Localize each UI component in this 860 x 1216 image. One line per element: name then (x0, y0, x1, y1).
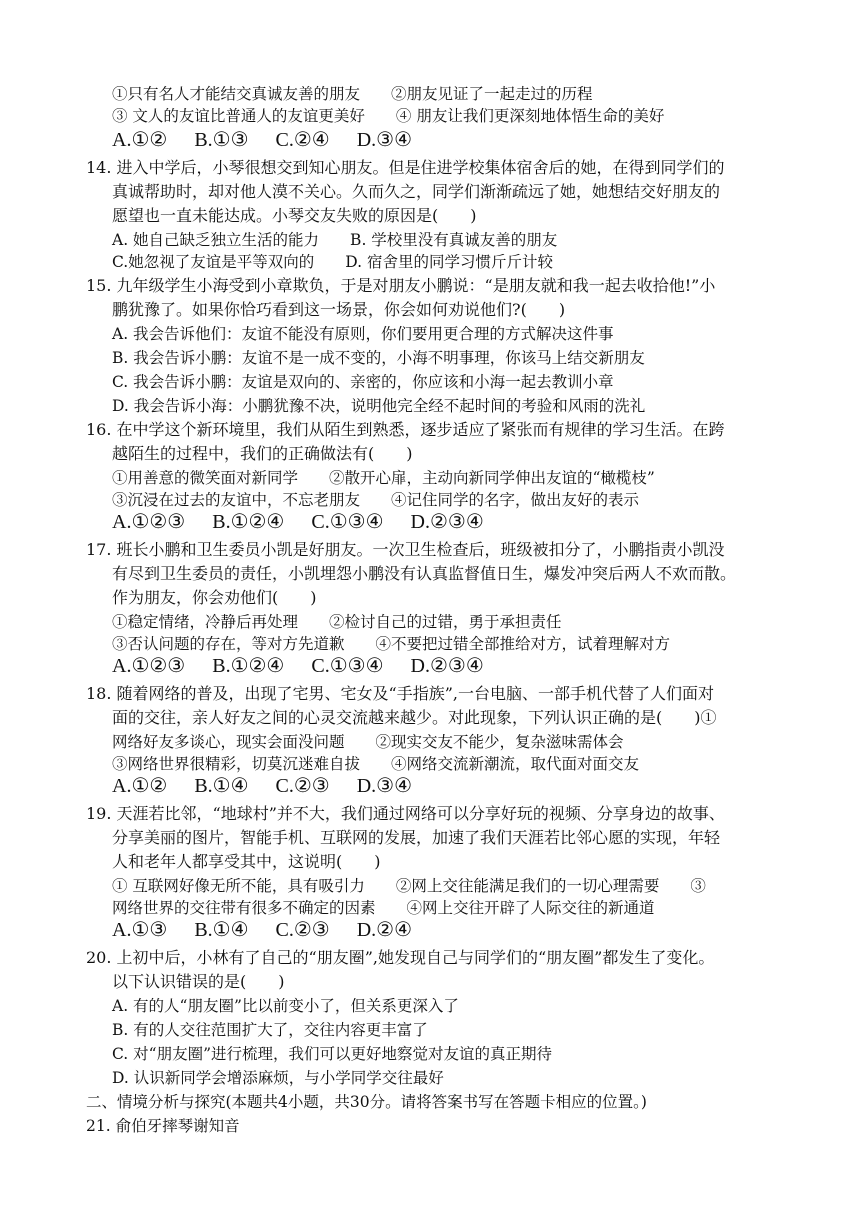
q16-statement-2: ③沉浸在过去的友谊中，不忘老朋友 ④记住同学的名字，做出友好的表示 (112, 491, 640, 509)
q16-stem-1: 16. 在中学这个新环境里，我们从陌生到熟悉，逐步适应了紧张而有规律的学习生活。在跨 (86, 420, 725, 439)
choice-c: C.②③ (275, 775, 330, 797)
q14-options-1: A. 她自己缺乏独立生活的能力 B. 学校里没有真诚友善的朋友 (112, 231, 558, 249)
choice-c: C.②④ (275, 129, 330, 151)
q17-statement-1: ①稳定情绪，冷静后再处理 ②检讨自己的过错，勇于承担责任 (112, 613, 562, 631)
q15-option-a: A. 我会告诉他们：友谊不能没有原则，你们要用更合理的方式解决这件事 (112, 325, 614, 343)
choice-b: B.①③ (194, 129, 249, 151)
choice-d: D.②④ (356, 919, 413, 941)
q19-choices (112, 920, 434, 940)
q14-stem-2: 真诚帮助时，却对他人漠不关心。久而久之，同学们渐渐疏远了她，她想结交好朋友的 (112, 182, 721, 201)
q16-stem-2: 越陌生的过程中，我们的正确做法有( ) (112, 444, 413, 463)
q18-stem-1: 18. 随着网络的普及，出现了宅男、宅女及“手指族”,一台电脑、一部手机代替了人们面对 (86, 684, 714, 703)
q14-options-2: C.她忽视了友谊是平等双向的 D. 宿舍里的同学习惯斤斤计较 (112, 253, 553, 271)
choice-d: D.②③④ (410, 655, 484, 677)
choice-a: A.①② (112, 129, 168, 151)
choice-a: A.①②③ (112, 511, 186, 533)
q18-statement-1: 网络好友多谈心，现实会面没问题 ②现实交友不能少，复杂滋味需体会 (112, 733, 624, 751)
q13-statement-2: ③ 文人的友谊比普通人的友谊更美好 ④ 朋友让我们更深刻地体悟生命的美好 (112, 107, 665, 125)
q13-statement-1: ①只有名人才能结交真诚友善的朋友 ②朋友见证了一起走过的历程 (112, 85, 593, 103)
q19-statement-2: 网络世界的交往带有很多不确定的因素 ④网上交往开辟了人际交往的新通道 (112, 899, 655, 917)
q15-stem-1: 15. 九年级学生小海受到小章欺负，于是对朋友小鹏说：“是朋友就和我一起去收拾他!”小 (86, 276, 716, 295)
q15-option-c: C. 我会告诉小鹏：友谊是双向的、亲密的，你应该和小海一起去教训小章 (112, 373, 614, 391)
q19-stem-1: 19. 天涯若比邻，“地球村”并不大，我们通过网络可以分享好玩的视频、分享身边的故事、 (86, 804, 725, 823)
q20-stem-1: 20. 上初中后，小林有了自己的“朋友圈”,她发现自己与同学们的“朋友圈”都发生了变化。 (86, 948, 715, 967)
q20-option-c: C. 对“朋友圈”进行梳理，我们可以更好地察觉对友谊的真正期待 (112, 1045, 553, 1063)
q13-choices (112, 130, 434, 150)
q17-stem-2: 有尽到卫生委员的责任，小凯埋怨小鹏没有认真监督值日生，爆发冲突后两人不欢而散。 (112, 564, 737, 583)
choice-b: B.①②④ (212, 511, 285, 533)
q19-stem-3: 人和老年人都享受其中，这说明( ) (112, 852, 381, 871)
q16-statement-1: ①用善意的微笑面对新同学 ②散开心扉，主动向新同学伸出友谊的“橄榄枝” (112, 469, 655, 487)
choice-d: D.③④ (356, 775, 413, 797)
q19-stem-2: 分享美丽的图片，智能手机、互联网的发展，加速了我们天涯若比邻心愿的实现，年轻 (112, 828, 721, 847)
choice-c: C.①③④ (311, 511, 384, 533)
q17-statement-2: ③否认问题的存在，等对方先道歉 ④不要把过错全部推给对方，试着理解对方 (112, 635, 671, 653)
q21-heading: 21. 俞伯牙摔琴谢知音 (86, 1117, 240, 1135)
q20-stem-2: 以下认识错误的是( ) (112, 972, 285, 991)
q14-stem-3: 愿望也一直未能达成。小琴交友失败的原因是( ) (112, 206, 477, 225)
q18-choices (112, 776, 434, 796)
choice-b: B.①④ (194, 775, 249, 797)
choice-d: D.③④ (356, 129, 413, 151)
choice-a: A.①② (112, 775, 168, 797)
q20-option-a: A. 有的人“朋友圈”比以前变小了，但关系更深入了 (112, 997, 459, 1015)
choice-c: C.②③ (275, 919, 330, 941)
q18-statement-2: ③网络世界很精彩，切莫沉迷难自拔 ④网络交流新潮流，取代面对面交友 (112, 755, 640, 773)
q19-statement-1: ① 互联网好像无所不能，具有吸引力 ②网上交往能满足我们的一切心理需要 ③ (112, 877, 706, 895)
q15-stem-2: 鹏犹豫了。如果你恰巧看到这一场景，你会如何劝说他们?( ) (112, 300, 566, 319)
q20-option-b: B. 有的人交往范围扩大了，交往内容更丰富了 (112, 1021, 428, 1039)
q18-stem-2: 面的交往，亲人好友之间的心灵交流越来越少。对此现象，下列认识正确的是( )① (112, 708, 717, 727)
q16-choices (112, 512, 506, 532)
q15-option-b: B. 我会告诉小鹏：友谊不是一成不变的，小海不明事理，你该马上结交新朋友 (112, 349, 645, 367)
choice-b: B.①②④ (212, 655, 285, 677)
choice-d: D.②③④ (410, 511, 484, 533)
q17-stem-3: 作为朋友，你会劝他们( ) (112, 588, 317, 607)
q14-stem-1: 14. 进入中学后，小琴很想交到知心朋友。但是住进学校集体宿舍后的她，在得到同学们的 (86, 158, 725, 177)
q17-choices (112, 656, 506, 676)
q15-option-d: D. 我会告诉小海：小鹏犹豫不决，说明他完全经不起时间的考验和风雨的洗礼 (112, 397, 646, 415)
q17-stem-1: 17. 班长小鹏和卫生委员小凯是好朋友。一次卫生检查后，班级被扣分了，小鹏指责小凯没 (86, 540, 725, 559)
q20-option-d: D. 认识新同学会增添麻烦，与小学同学交往最好 (112, 1069, 444, 1087)
choice-c: C.①③④ (311, 655, 384, 677)
choice-a: A.①③ (112, 919, 168, 941)
choice-a: A.①②③ (112, 655, 186, 677)
section-2-heading: 二、情境分析与探究(本题共4小题，共30分。请将答案书写在答题卡相应的位置。) (86, 1093, 647, 1111)
choice-b: B.①④ (194, 919, 249, 941)
